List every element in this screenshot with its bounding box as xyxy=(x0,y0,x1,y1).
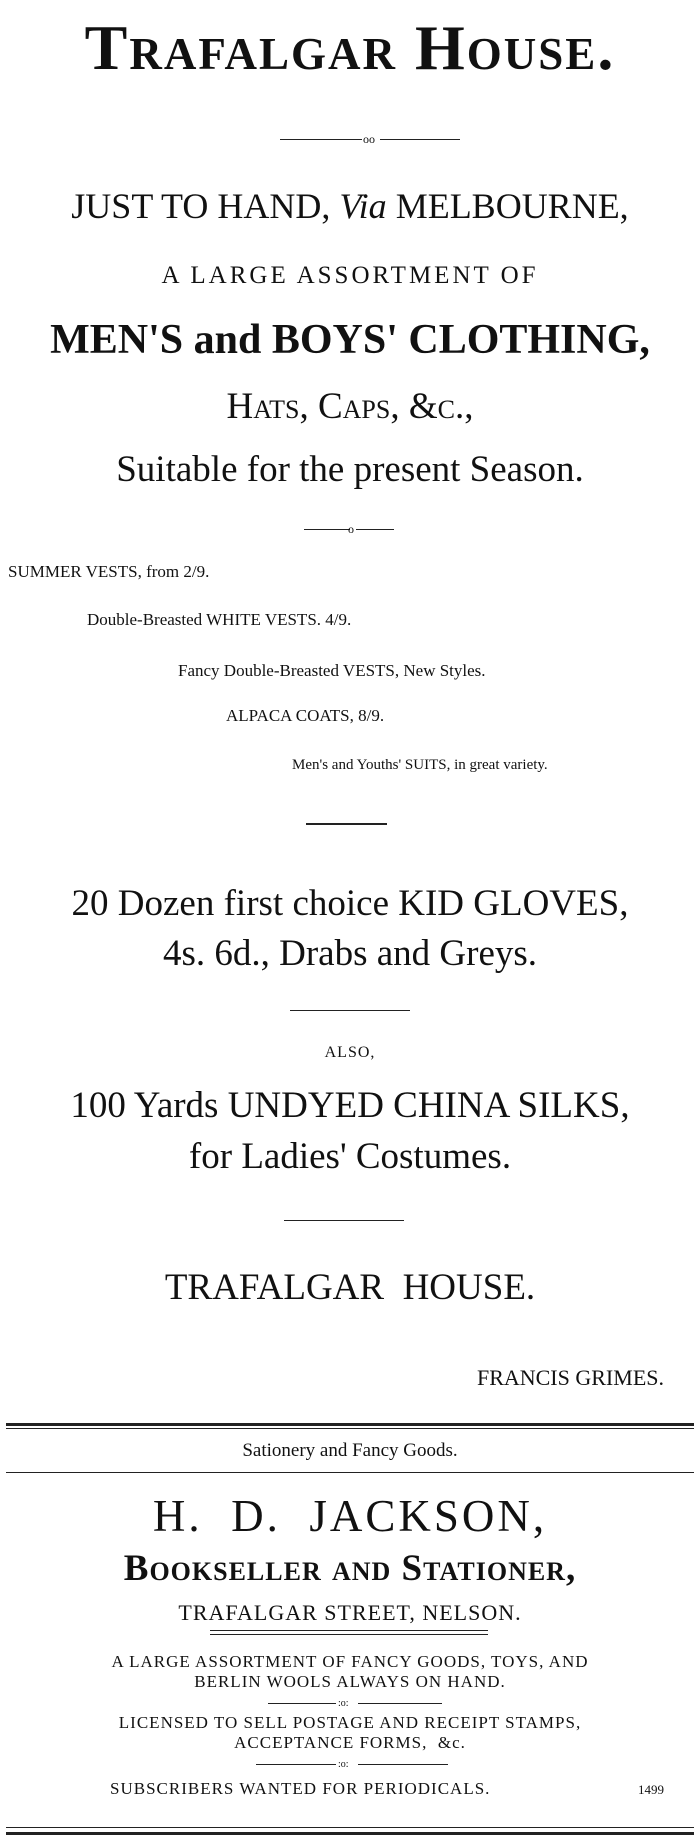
item-line: SUMMER VESTS, from 2/9. xyxy=(8,562,210,581)
large-assortment-line: A LARGE ASSORTMENT OF xyxy=(161,262,539,289)
title-ornament: oo xyxy=(363,132,375,146)
ad2-name: H. D. JACKSON, xyxy=(152,1491,548,1541)
clothing-line: MEN'S and BOYS' CLOTHING, xyxy=(50,317,650,363)
divider-4 xyxy=(284,1220,404,1221)
divider-3 xyxy=(290,1010,410,1011)
silks-line-1: 100 Yards UNDYED CHINA SILKS, xyxy=(70,1085,630,1126)
ad2-heading: Sationery and Fancy Goods. xyxy=(242,1440,458,1461)
title-rule-right xyxy=(380,139,460,140)
just-to-hand-via: Via xyxy=(339,186,387,226)
just-to-hand-text-a: JUST TO HAND, xyxy=(71,186,340,226)
suitable-line: Suitable for the present Season. xyxy=(116,449,584,490)
ad2-subscribers: SUBSCRIBERS WANTED FOR PERIODICALS. xyxy=(110,1779,491,1798)
ad2-address-rule-1 xyxy=(210,1630,488,1631)
ad2-assortment-1: A LARGE ASSORTMENT OF FANCY GOODS, TOYS, AND xyxy=(111,1652,589,1671)
ad2-ornament-1: :o: xyxy=(338,1698,349,1709)
gloves-line-2: 4s. 6d., Drabs and Greys. xyxy=(162,933,538,974)
just-to-hand-text-b: MELBOURNE, xyxy=(386,186,629,226)
item-line: ALPACA COATS, 8/9. xyxy=(226,706,385,725)
ad2-ornament-rule-right xyxy=(358,1703,442,1704)
just-to-hand-line xyxy=(0,184,700,228)
divider-2 xyxy=(306,823,387,825)
divider-1-right xyxy=(356,529,394,530)
ad2-licensed-2: ACCEPTANCE FORMS, &c. xyxy=(234,1733,466,1752)
divider-1-left xyxy=(304,529,350,530)
ad2-address-rule-2 xyxy=(210,1634,488,1635)
proprietor-name: FRANCIS GRIMES. xyxy=(476,1365,664,1390)
ad2-address: TRAFALGAR STREET, NELSON. xyxy=(178,1600,522,1625)
also-line: ALSO, xyxy=(324,1044,376,1061)
ad2-trade: Bookseller and Stationer, xyxy=(123,1548,577,1589)
ad-title: Trafalgar House. xyxy=(84,12,616,83)
item-line: Double-Breasted WHITE VESTS. 4/9. xyxy=(87,610,352,629)
ad2-heading-rule xyxy=(6,1472,694,1473)
ad2-ornament-rule-left-2 xyxy=(256,1764,336,1765)
ad2-number: 1499 xyxy=(638,1782,664,1797)
title-rule-left xyxy=(280,139,362,140)
house-line: TRAFALGAR HOUSE. xyxy=(164,1267,536,1308)
ad2-ornament-2: :o: xyxy=(338,1759,349,1770)
bottom-rule-thin xyxy=(6,1827,694,1828)
ad2-ornament-rule-right-2 xyxy=(358,1764,448,1765)
silks-line-2: for Ladies' Costumes. xyxy=(188,1136,512,1177)
item-line: Men's and Youths' SUITS, in great variety. xyxy=(292,757,548,773)
hats-caps-line: Hats, Caps, &c., xyxy=(226,386,474,427)
ad2-assortment-2: BERLIN WOOLS ALWAYS ON HAND. xyxy=(194,1672,506,1691)
ad2-licensed-1: LICENSED TO SELL POSTAGE AND RECEIPT STAMPS, xyxy=(118,1713,582,1732)
ad2-ornament-rule-left xyxy=(268,1703,336,1704)
ad-separator-thin xyxy=(6,1428,694,1429)
gloves-line-1: 20 Dozen first choice KID GLOVES, xyxy=(71,883,629,924)
ad-separator-thick xyxy=(6,1423,694,1426)
divider-1-ornament: o xyxy=(348,522,354,536)
item-line: Fancy Double-Breasted VESTS, New Styles. xyxy=(178,661,486,680)
bottom-rule-thick xyxy=(6,1832,694,1835)
